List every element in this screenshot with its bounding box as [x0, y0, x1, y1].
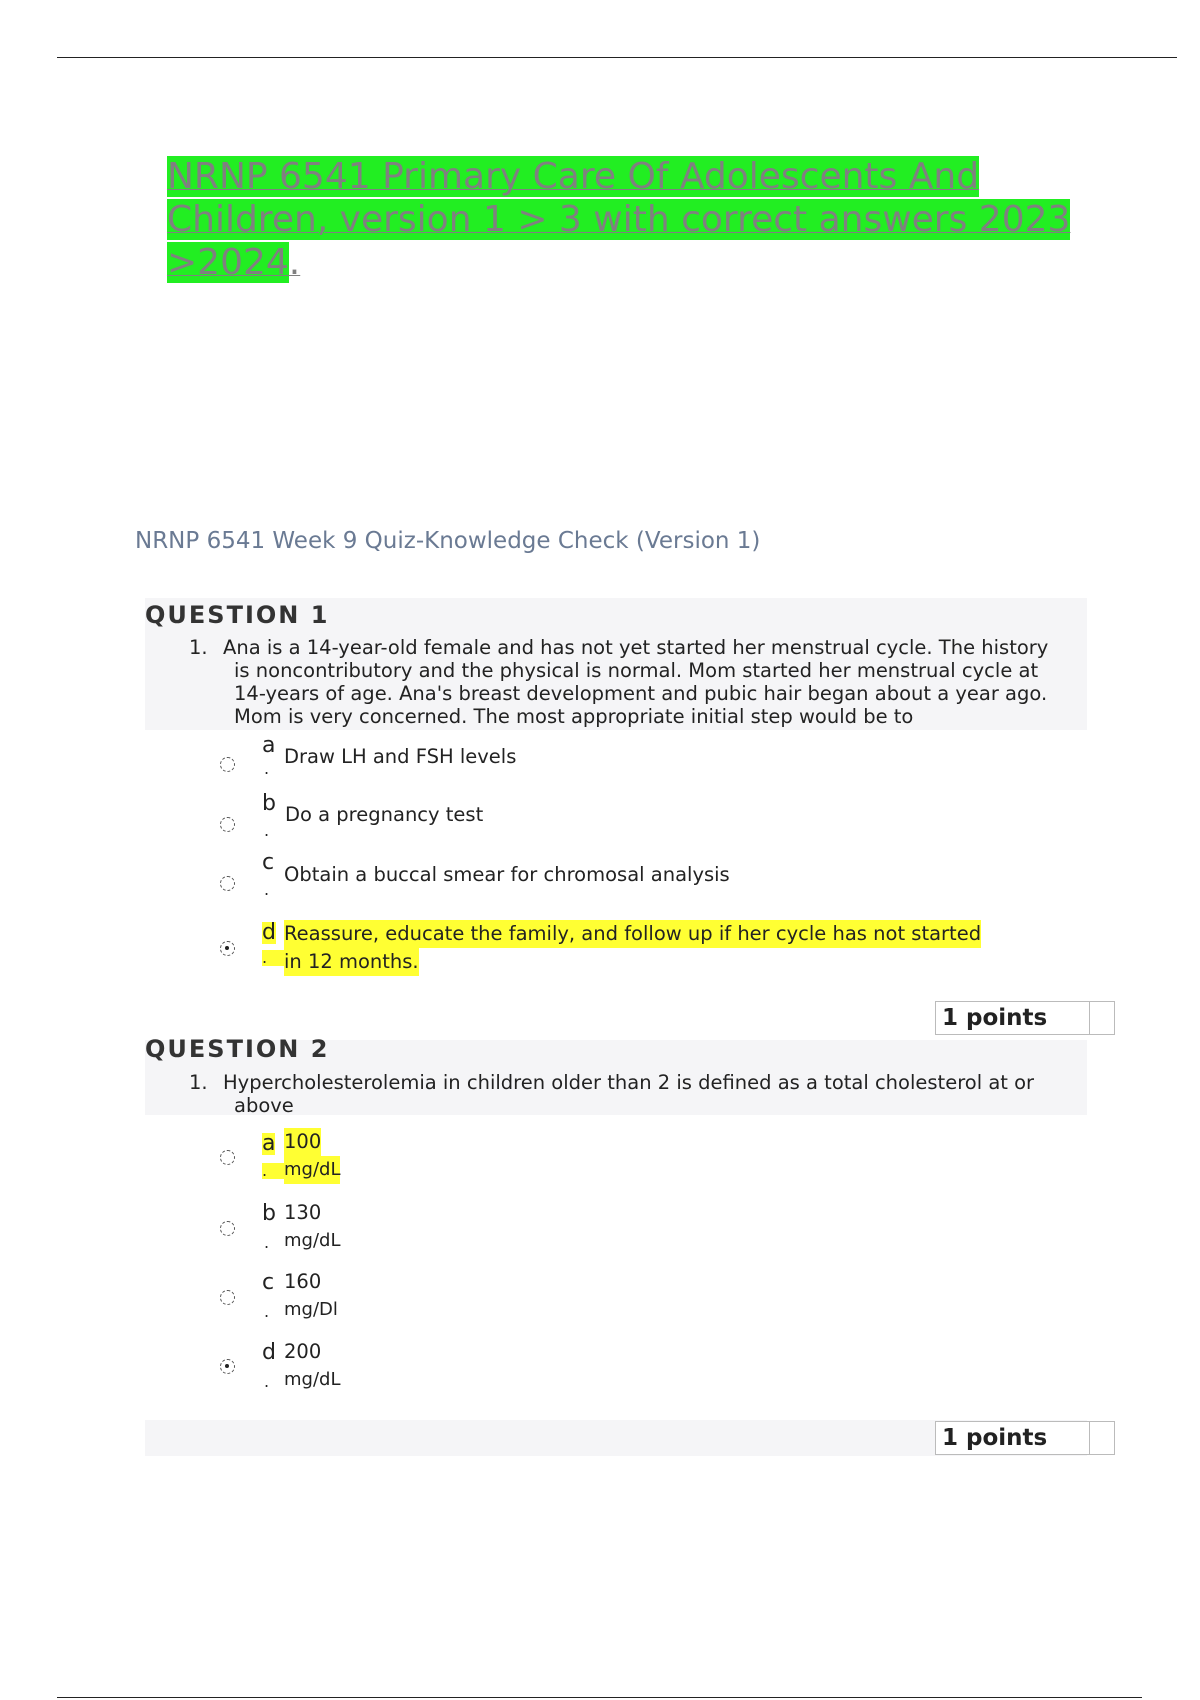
question-2 — [145, 1035, 1090, 1063]
q2-option-a-radio[interactable] — [220, 1150, 235, 1165]
question-1-points — [935, 1001, 1090, 1035]
q2-option-c-dot: . — [264, 1302, 270, 1321]
top-rule — [57, 57, 1177, 58]
q2-option-d-unit: mg/dL — [284, 1369, 341, 1390]
q2-option-a-value: 100 — [284, 1128, 321, 1156]
quiz-heading: NRNP 6541 Week 9 Quiz-Knowledge Check (Version 1) — [135, 528, 761, 554]
q1-option-b-letter: b — [262, 791, 276, 816]
q2-option-c-radio[interactable] — [220, 1290, 235, 1305]
q2-option-a-dot: . — [262, 1163, 284, 1179]
q1-option-a-dot: . — [264, 759, 270, 778]
q2-option-b-unit: mg/dL — [284, 1230, 341, 1251]
question-1 — [145, 598, 1090, 629]
title-line-3-tail: . — [288, 242, 301, 283]
question-1-points-label: 1 points — [942, 1005, 1048, 1031]
question-2-heading: QUESTION 2 — [145, 1035, 330, 1063]
q2-option-d-letter: d — [262, 1340, 276, 1365]
q1-option-b-radio[interactable] — [220, 817, 235, 832]
q1-option-a-letter: a — [262, 733, 276, 758]
q2-option-b-value: 130 — [284, 1201, 322, 1224]
title-line-1: NRNP 6541 Primary Care Of Adolescents And — [167, 156, 980, 197]
q2-option-a-unit: mg/dL — [284, 1156, 340, 1184]
q1-option-b-text: Do a pregnancy test — [285, 803, 484, 826]
title-line-2: Children, version 1 > 3 with correct answers 2023 — [167, 199, 1071, 240]
q1-option-c-radio[interactable] — [220, 876, 235, 891]
q1-option-d-text-line-1: Reassure, educate the family, and follow up if her cycle has not started — [284, 920, 981, 948]
question-2-points-label: 1 points — [942, 1425, 1048, 1451]
question-1-text — [189, 636, 1083, 728]
q2-option-b-letter: b — [262, 1201, 276, 1226]
question-1-number: 1. — [189, 636, 208, 659]
q1-option-d-text-line-2: in 12 months. — [284, 948, 419, 976]
q2-option-b-dot: . — [264, 1233, 270, 1252]
q2-option-c-value: 160 — [284, 1270, 322, 1293]
question-2-number: 1. — [189, 1071, 208, 1094]
q2-option-c-letter: c — [262, 1270, 275, 1295]
q1-option-a-text: Draw LH and FSH levels — [284, 745, 517, 768]
q1-option-d-dot: . — [262, 950, 284, 966]
q1-option-c-text: Obtain a buccal smear for chromosal analysis — [284, 863, 730, 886]
q1-option-c-dot: . — [264, 880, 270, 899]
q1-option-c-letter: c — [262, 850, 275, 875]
q1-option-d-radio[interactable] — [220, 941, 235, 956]
q2-option-b-radio[interactable] — [220, 1221, 235, 1236]
q2-option-d-dot: . — [264, 1372, 270, 1391]
q2-option-d-radio[interactable] — [220, 1359, 235, 1374]
question-2-points — [935, 1421, 1090, 1455]
question-1-line-4: Mom is very concerned. The most appropriate initial step would be to — [234, 705, 914, 728]
question-1-points-box[interactable] — [1089, 1001, 1115, 1035]
question-2-line-1: Hypercholesterolemia in children older than 2 is defined as a total cholesterol at or — [223, 1071, 1035, 1094]
question-1-line-3: 14-years of age. Ana's breast development and pubic hair began about a year ago. — [234, 682, 1048, 705]
q2-option-d-value: 200 — [284, 1340, 322, 1363]
q2-option-a-letter: a — [262, 1131, 276, 1156]
question-2-text — [189, 1071, 1083, 1117]
q1-option-b-dot: . — [264, 821, 270, 840]
q1-option-a-radio[interactable] — [220, 757, 235, 772]
title-line-3: >2024 — [167, 242, 289, 283]
document-title — [167, 155, 1097, 284]
question-2-points-box[interactable] — [1089, 1421, 1115, 1455]
question-2-line-2: above — [234, 1094, 294, 1117]
q1-option-d-letter: d — [262, 920, 276, 945]
question-1-heading: QUESTION 1 — [145, 601, 330, 629]
question-1-line-2: is noncontributory and the physical is normal. Mom started her menstrual cycle at — [234, 659, 1039, 682]
question-1-line-1: Ana is a 14-year-old female and has not yet started her menstrual cycle. The history — [223, 636, 1049, 659]
q2-option-c-unit: mg/Dl — [284, 1299, 338, 1320]
bottom-rule — [57, 1697, 1142, 1698]
